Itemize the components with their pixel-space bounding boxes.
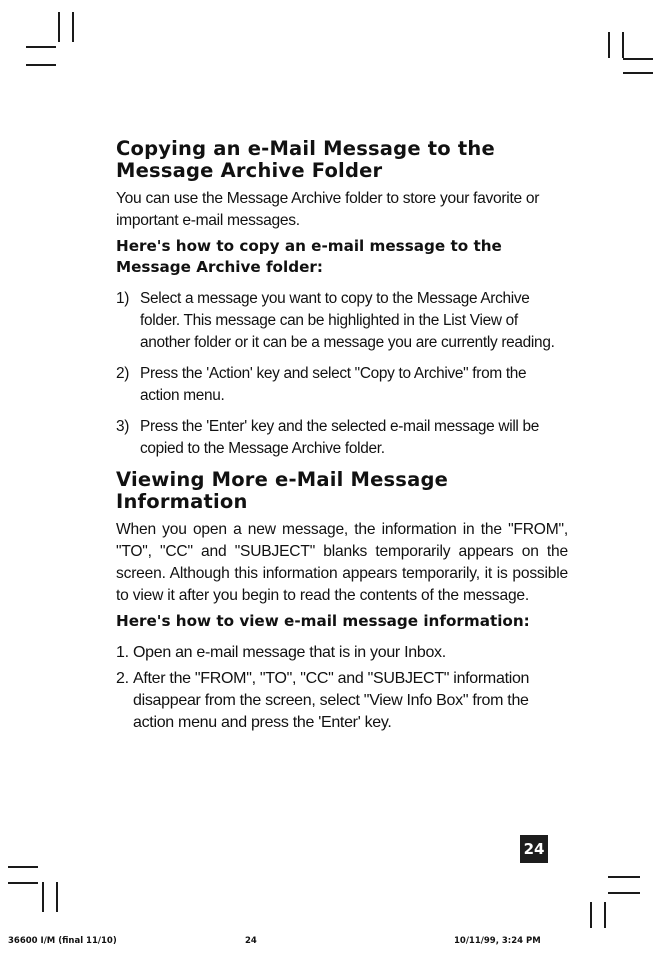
step-item — [116, 642, 568, 664]
crop-mark — [56, 882, 58, 912]
step-item — [116, 363, 568, 407]
howto-heading-viewing: Here's how to view e-mail message information: — [116, 612, 530, 630]
section-title-viewing: Viewing More e-Mail Message Information — [116, 468, 449, 513]
page-content — [116, 138, 568, 740]
step-text: Press the 'Enter' key and the selected e-mail message will be copied to the Message Archive folder. — [140, 418, 540, 457]
crop-mark — [604, 902, 606, 928]
section-copying — [116, 138, 568, 460]
step-text: Select a message you want to copy to the Message Archive folder. This message can be highlighted in the List View of another folder or it can be a message you are currently reading. — [140, 290, 555, 351]
crop-mark — [26, 46, 56, 48]
section-intro-copying: You can use the Message Archive folder to store your favorite or important e-mail messages. — [116, 190, 540, 229]
crop-mark — [622, 32, 624, 58]
step-number: 2. — [116, 670, 129, 687]
footer-center: 24 — [245, 936, 257, 946]
section-intro-viewing: When you open a new message, the information in the "FROM", "TO", "CC" and "SUBJECT" blanks temporarily appears on the screen. Although this information appears temporarily, it is possible to view it after you begin to read the contents of the message. — [116, 521, 568, 604]
step-text: After the "FROM", "TO", "CC" and "SUBJECT" information disappear from the screen, select "View Info Box" from the action menu and press the 'Enter' key. — [133, 670, 530, 731]
crop-mark — [623, 58, 653, 60]
step-item — [116, 288, 568, 354]
step-number: 1. — [116, 644, 129, 661]
crop-mark — [608, 876, 640, 878]
step-number: 2) — [116, 365, 130, 382]
crop-mark — [608, 32, 610, 58]
step-text: Open an e-mail message that is in your Inbox. — [133, 644, 446, 661]
page-number-badge: 24 — [520, 835, 548, 863]
steps-list-copying — [116, 288, 568, 460]
steps-list-viewing — [116, 642, 568, 734]
crop-mark — [8, 882, 38, 884]
crop-mark — [26, 64, 56, 66]
crop-mark — [58, 12, 60, 42]
step-item — [116, 668, 568, 734]
step-text: Press the 'Action' key and select "Copy to Archive" from the action menu. — [140, 365, 527, 404]
footer-right: 10/11/99, 3:24 PM — [454, 936, 541, 946]
step-item — [116, 416, 568, 460]
crop-mark — [72, 12, 74, 42]
section-title-copying: Copying an e-Mail Message to the Message Archive Folder — [116, 137, 495, 182]
crop-mark — [8, 866, 38, 868]
step-number: 3) — [116, 418, 130, 435]
howto-heading-copying: Here's how to copy an e-mail message to the Message Archive folder: — [116, 237, 502, 276]
crop-mark — [623, 72, 653, 74]
footer-left: 36600 I/M (final 11/10) — [8, 936, 117, 946]
step-number: 1) — [116, 290, 130, 307]
crop-mark — [590, 902, 592, 928]
crop-mark — [42, 882, 44, 912]
crop-mark — [608, 892, 640, 894]
section-viewing — [116, 469, 568, 734]
